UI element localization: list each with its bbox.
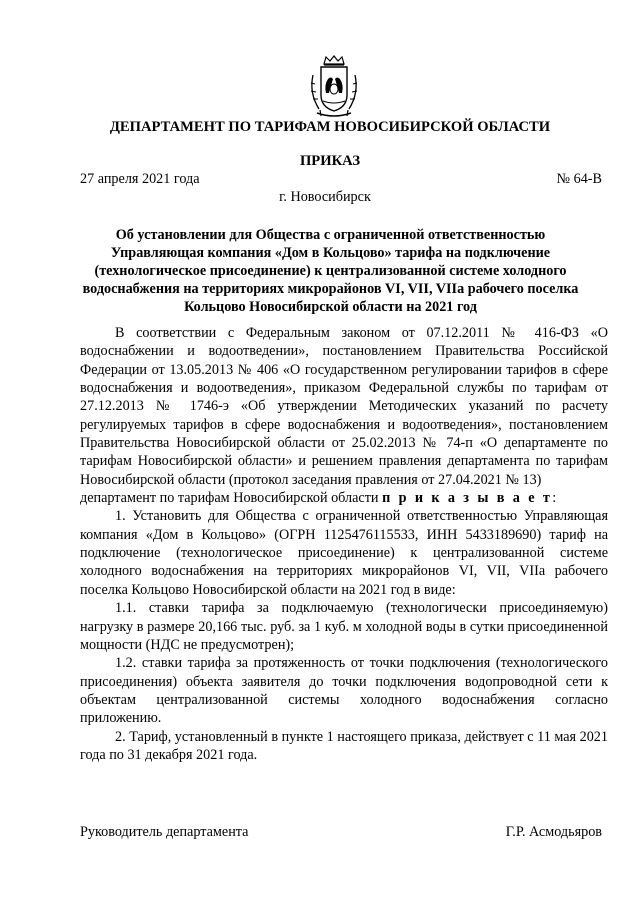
order-number: № 64-В bbox=[556, 171, 602, 187]
department-title: ДЕПАРТАМЕНТ ПО ТАРИФАМ НОВОСИБИРСКОЙ ОБЛАСТИ bbox=[109, 119, 551, 135]
orders-word: п р и к а з ы в а е т bbox=[382, 490, 553, 507]
orders-prefix: департамент по тарифам Новосибирской области bbox=[80, 490, 379, 507]
orders-suffix: : bbox=[552, 490, 557, 507]
item-2-paragraph: 2. Тариф, установленный в пункте 1 настоящего приказа, действует с 11 мая 2021 года по 31 декабря 2021 года. bbox=[80, 728, 608, 763]
signatory-name: Г.Р. Асмодьяров bbox=[505, 824, 602, 840]
signatory-position: Руководитель департамента bbox=[80, 824, 249, 840]
coat-of-arms-icon bbox=[307, 55, 361, 119]
item-1-paragraph: 1. Установить для Общества с ограниченной ответственностью Управляющая компания «Дом в Кольцово» (ОГРН 1125476115533, ИНН 5433189690) тариф на подключение (технологическое присоединение) к централизованной системе холодного водоснабжения на территориях микрорайонов VI, VII, VIIа рабочего поселка Кольцово Новосибирской области на 2021 год в виде: bbox=[80, 508, 608, 598]
item-1-1-paragraph: 1.1. ставки тарифа за подключаемую (технологически присоединяемую) нагрузку в размере 20,166 тыс. руб. за 1 куб. м холодной воды в сутки присоединенной мощности (НДС не предусмотрен); bbox=[80, 600, 608, 653]
item-1-2-paragraph: 1.2. ставки тарифа за протяженность от точки подключения (технологического присоединения) объекта заявителя до точки подключения водопроводной сети к объектам централизованной системы холодного водоснабжения согласно приложению. bbox=[80, 655, 608, 727]
document-type: ПРИКАЗ bbox=[299, 153, 361, 169]
preamble-paragraph: В соответствии с Федеральным законом от 07.12.2011 № 416-ФЗ «О водоснабжении и водоотведении», постановлением Правительства Российской Федерации от 13.05.2013 № 406 «О государственном регулировании тарифов в сфере водоснабжения и водоотведения», приказом Федеральной службы по тарифам от 27.12.2013 № 1746-э «Об утверждении Методических указаний по расчету регулируемых тарифов в сфере водоснабжения и водоотведения», постановлением Правительства Новосибирской области от 25.02.2013 № 74-п «О департаменте по тарифам Новосибирской области» и решением правления департамента по тарифам Новосибирской области (протокол заседания правления от 27.04.2021 № 13) bbox=[80, 325, 608, 488]
order-date: 27 апреля 2021 года bbox=[80, 171, 200, 187]
order-body bbox=[80, 324, 608, 764]
order-city: г. Новосибирск bbox=[279, 189, 371, 205]
order-subject: Об установлении для Общества с ограниченной ответственностью Управляющая компания «Дом в Кольцово» тарифа на подключение (технологическое присоединение) к централизованной системе холодного водоснабжения на территориях микрорайонов VI, VII, VIIа рабочего поселка Кольцово Новосибирской области на 2021 год bbox=[82, 227, 579, 315]
orders-line bbox=[80, 489, 608, 507]
